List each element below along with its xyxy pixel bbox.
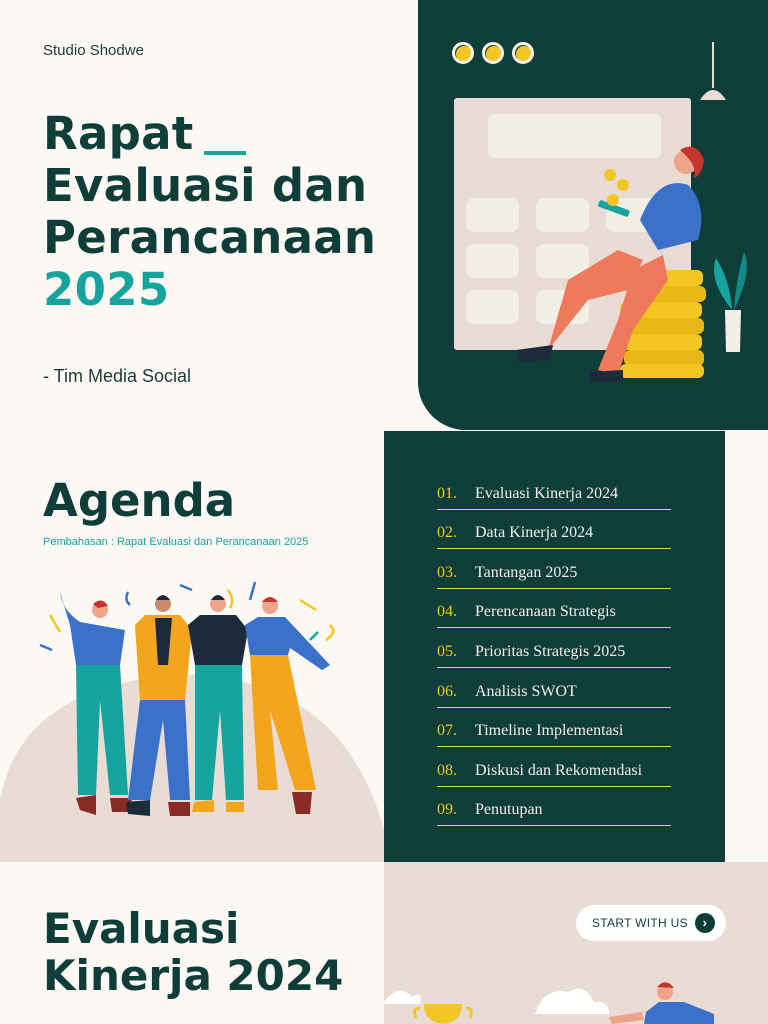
byline: - Tim Media Social <box>43 366 192 386</box>
title-year: 2025 <box>43 263 170 316</box>
agenda-subtitle: Pembahasan : Rapat Evaluasi dan Perancanaan 2025 <box>43 536 309 548</box>
agenda-number: 08. <box>437 761 457 779</box>
agenda-item-4 <box>437 589 671 629</box>
agenda-right-strip <box>725 431 768 862</box>
agenda-label: Penutupan <box>475 801 543 819</box>
start-with-us-button[interactable] <box>576 905 726 941</box>
agenda-item-6 <box>437 668 671 708</box>
agenda-item-7 <box>437 708 671 748</box>
evaluasi-title-line-2: Kinerja 2024 <box>43 951 344 1000</box>
agenda-item-9 <box>437 787 671 827</box>
calculator-woman-illustration <box>418 0 768 430</box>
title-line-2: Evaluasi dan <box>43 159 368 212</box>
hero-illustration-card <box>418 0 768 430</box>
agenda-number: 01. <box>437 484 457 502</box>
agenda-item-2 <box>437 510 671 550</box>
agenda-label: Tantangan 2025 <box>475 563 578 581</box>
agenda-number: 03. <box>437 563 457 581</box>
studio-name: Studio Shodwe <box>43 42 144 59</box>
title-line-3: Perancanaan <box>43 211 377 264</box>
agenda-number: 06. <box>437 682 457 700</box>
agenda-item-5 <box>437 628 671 668</box>
agenda-item-8 <box>437 747 671 787</box>
agenda-number: 09. <box>437 801 457 819</box>
chevron-right-icon: › <box>695 913 715 933</box>
agenda-number: 04. <box>437 603 457 621</box>
agenda-label: Analisis SWOT <box>475 682 577 700</box>
trophy-clouds-illustration <box>384 862 768 1024</box>
agenda-label: Prioritas Strategis 2025 <box>475 642 626 660</box>
title-line-1: Rapat <box>43 107 194 160</box>
agenda-item-3 <box>437 549 671 589</box>
agenda-number: 05. <box>437 642 457 660</box>
start-button-label: START WITH US <box>592 916 688 930</box>
agenda-number: 07. <box>437 722 457 740</box>
agenda-title: Agenda <box>43 474 236 527</box>
title-dash <box>204 151 246 155</box>
team-celebration-illustration <box>0 570 384 862</box>
agenda-label: Diskusi dan Rekomendasi <box>475 761 643 779</box>
agenda-label: Perencanaan Strategis <box>475 603 616 621</box>
page-title <box>43 108 403 316</box>
agenda-label: Timeline Implementasi <box>475 722 624 740</box>
agenda-list <box>437 470 671 826</box>
evaluasi-title <box>43 905 343 999</box>
agenda-item-1 <box>437 470 671 510</box>
agenda-label: Data Kinerja 2024 <box>475 524 594 542</box>
evaluasi-title-line-1: Evaluasi <box>43 904 240 953</box>
agenda-label: Evaluasi Kinerja 2024 <box>475 484 619 502</box>
agenda-number: 02. <box>437 524 457 542</box>
evaluasi-illustration-panel <box>384 862 768 1024</box>
